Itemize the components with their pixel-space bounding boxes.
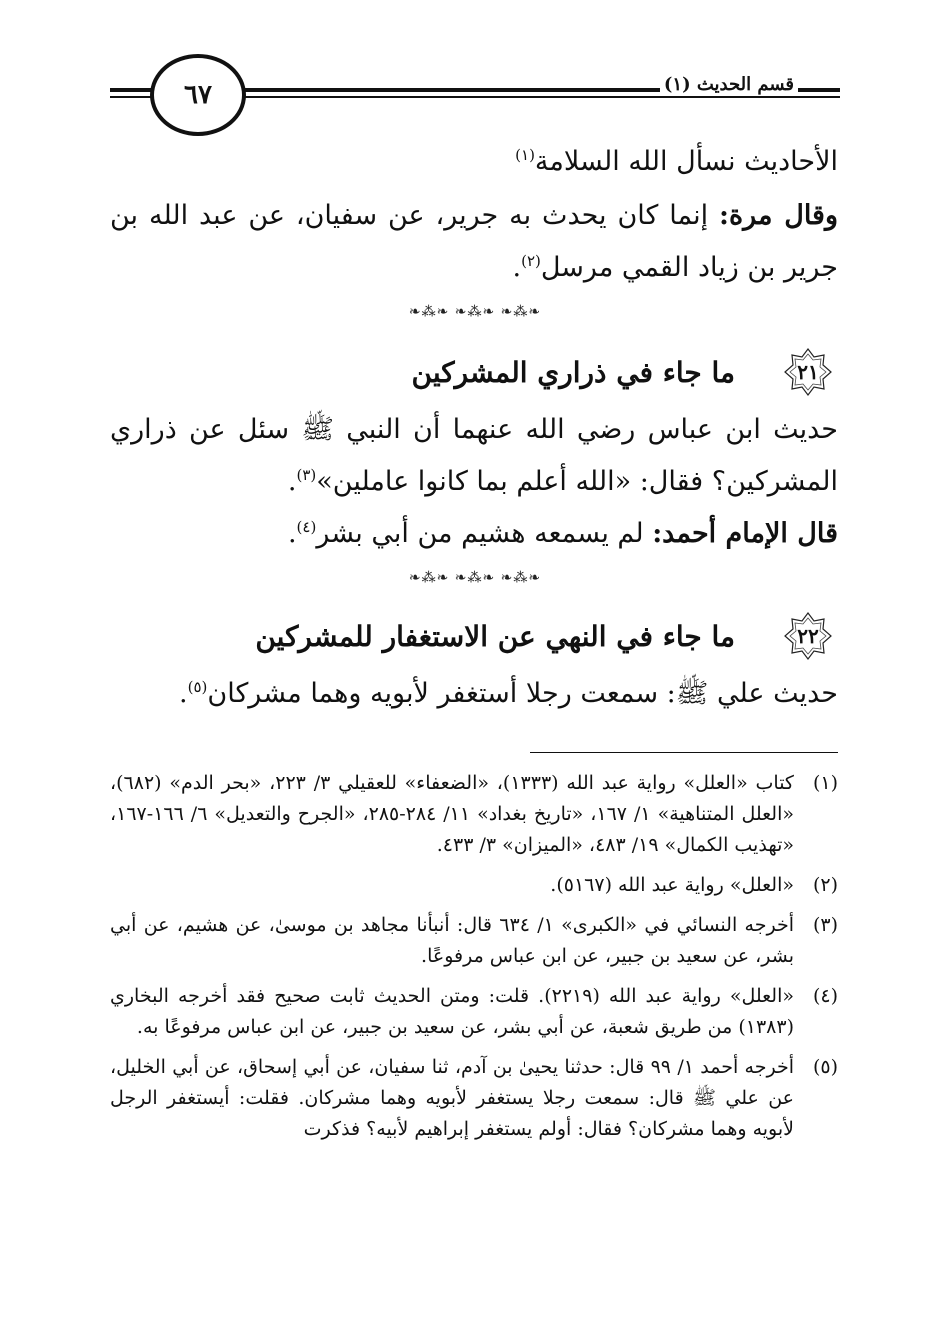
footnote-separator xyxy=(530,752,838,753)
footnote-number: (١) xyxy=(812,772,838,794)
footnote-ref: (٤) xyxy=(296,518,317,536)
footnote-text: أخرجه النسائي في «الكبرى» ١/ ٦٣٤ قال: أنبأنا مجاهد بن موسىٰ، عن هشيم، عن أبي بشر، عن سعيد بن جبير، عن ابن عباس مرفوعًا. xyxy=(110,914,794,967)
footnote-number: (٣) xyxy=(812,914,838,936)
footnote-ref: (٥) xyxy=(187,678,208,696)
section-number-badge: ٢١ xyxy=(783,347,833,397)
lead-phrase: قال الإمام أحمد: xyxy=(652,518,838,549)
footnote-ref: (٣) xyxy=(296,466,317,484)
header-rule-right-thin xyxy=(236,96,840,98)
hadith-text: حديث ابن عباس رضي الله عنهما أن النبي ﷺ سئل عن ذراري المشركين؟ فقال: «الله أعلم بما كانوا عاملين»$^{(٣)}$. xyxy=(110,414,838,497)
footnote-text: «العلل» رواية عبد الله (٥١٦٧). xyxy=(550,874,794,896)
footnote-number: (٢) xyxy=(812,874,838,896)
section-title: ما جاء في ذراري المشركين xyxy=(411,355,735,389)
footnote-item xyxy=(110,1052,838,1145)
footnote-ref: (٢) xyxy=(521,252,541,270)
running-title: قسم الحديث (١) xyxy=(660,74,798,95)
footnote-number: (٤) xyxy=(812,985,838,1007)
footnote-item xyxy=(110,910,838,972)
footnote-text: «العلل» رواية عبد الله (٢٢١٩). قلت: ومتن الحديث ثابت صحيح فقد أخرجه البخاري (١٣٨٣) من طريق شعبة، عن أبي بشر، عن سعيد بن جبير، عن ابن عباس مرفوعًا به. xyxy=(110,985,794,1038)
footnote-text: كتاب «العلل» رواية عبد الله (١٣٣٣)، «الضعفاء» للعقيلي ٣/ ٢٢٣، «بحر الدم» (٦٨٢)، «العلل المتناهية» ١/ ١٦٧، «تاريخ بغداد» ١١/ ٢٨٤-٢٨٥، «الجرح والتعديل» ٦/ ١٦٦-١٦٧، «تهذيب الكمال» ١٩/ ٤٨٣، «الميزان» ٣/ ٤٣٣. xyxy=(110,772,794,856)
footnote-ref: (١) xyxy=(515,146,535,164)
header-rule-left xyxy=(110,88,154,92)
section-number-badge: ٢٢ xyxy=(783,611,833,661)
lead-phrase: وقال مرة: xyxy=(719,200,838,231)
page-header xyxy=(110,52,840,132)
ornament-divider: ❧⁂❧ ❧⁂❧ ❧⁂❧ xyxy=(408,304,542,320)
footnote-number: (٥) xyxy=(812,1056,838,1078)
section-title: ما جاء في النهي عن الاستغفار للمشركين xyxy=(255,619,735,653)
footnote-item xyxy=(110,768,838,861)
page-number: ٦٧ xyxy=(150,54,246,136)
footnotes xyxy=(110,768,838,1154)
footnote-item xyxy=(110,870,838,901)
imam-note: قال الإمام أحمد: لم يسمعه هشيم من أبي بشر$^{(٤)}$. xyxy=(287,518,838,549)
footnote-item xyxy=(110,981,838,1043)
hadith-text: حديث علي ﷺ: سمعت رجلا أستغفر لأبويه وهما مشركان$^{(٥)}$. xyxy=(179,678,838,709)
intro-paragraph: وقال مرة: إنما كان يحدث به جرير، عن سفيان، عن عبد الله بن جرير بن زياد القمي مرسل$^{(٢)}$. xyxy=(110,200,838,283)
ornament-divider: ❧⁂❧ ❧⁂❧ ❧⁂❧ xyxy=(408,570,542,586)
section-heading xyxy=(412,342,833,402)
intro-line: الأحاديث نسأل الله السلامة$^{(١)}$ xyxy=(515,146,838,177)
footnote-text: أخرجه أحمد ١/ ٩٩ قال: حدثنا يحيىٰ بن آدم، ثنا سفيان، عن أبي إسحاق، عن أبي الخليل، عن علي ﷺ قال: سمعت رجلا يستغفر لأبويه وهما مشركان. فقلت: أيستغفر الرجل لأبويه وهما مشركان؟ فقال: أولم يستغفر إبراهيم لأبيه؟ فذكرت xyxy=(110,1056,794,1140)
section-heading xyxy=(255,606,833,666)
header-rule-left-thin xyxy=(110,96,154,98)
